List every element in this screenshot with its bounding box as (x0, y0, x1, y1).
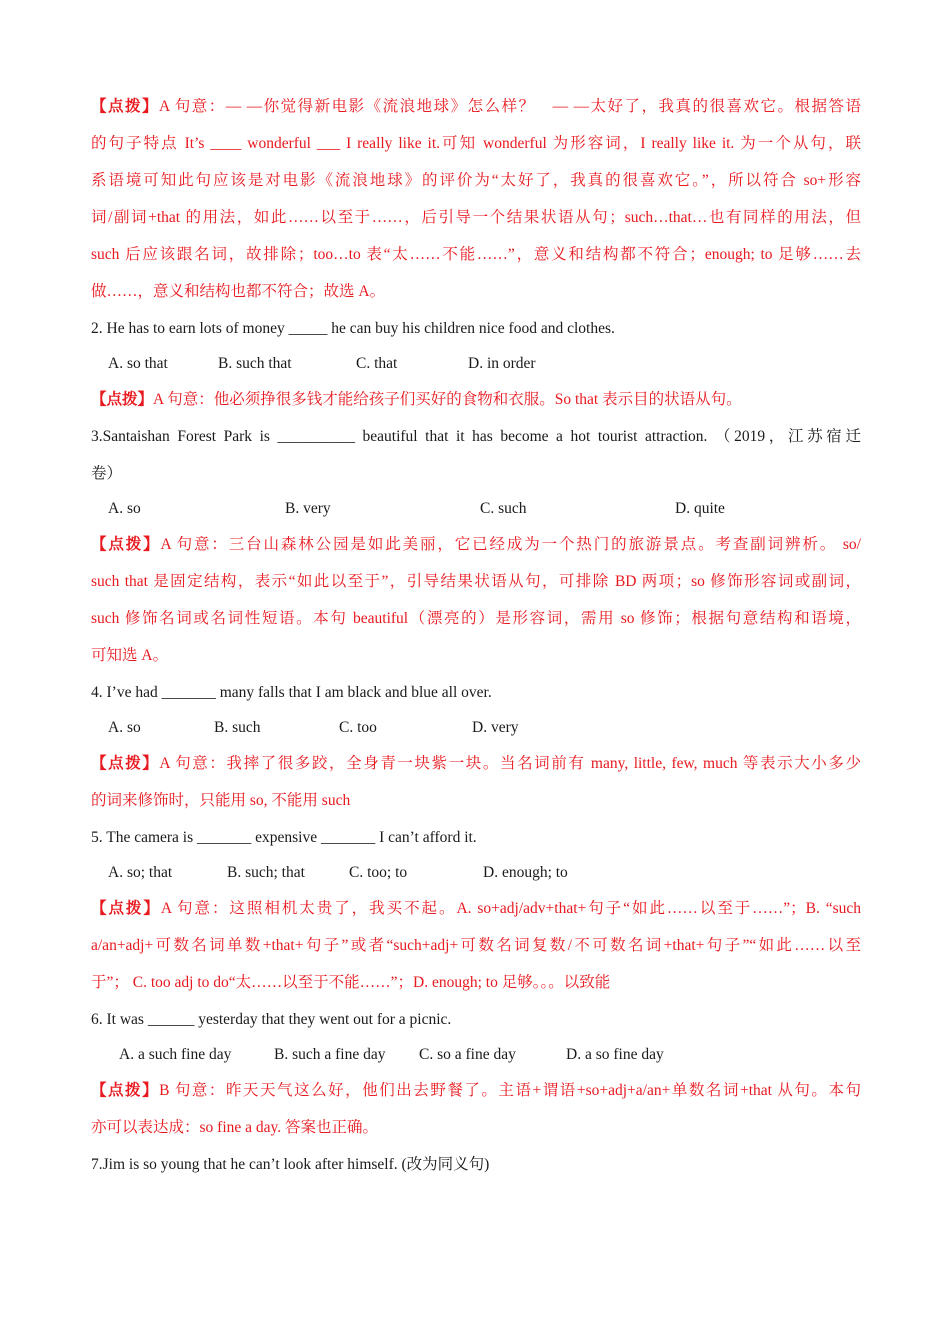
q5-option-d: D. enough; to (483, 864, 568, 881)
q5-options (91, 856, 861, 890)
q1-tip-line-4: 词/副词+that 的用法，如此……以至于……，后引导一个结果状语从句；such…that…也有同样的用法，但 (91, 209, 861, 226)
q3-option-b: B. very (285, 500, 331, 517)
q2-tip: 【点拨】A 句意：他必须挣很多钱才能给孩子们买好的食物和衣服。So that 表示目的状语从句。 (91, 391, 742, 408)
q5-option-b: B. such; that (227, 864, 305, 881)
q3-option-a: A. so (108, 500, 141, 517)
q6-tip-line-1: 【点拨】B 句意：昨天天气这么好，他们出去野餐了。主语+谓语+so+adj+a/an+单数名词+that 从句。本句 (91, 1082, 861, 1099)
q1-tip-line-1: 【点拨】A 句意：— —你觉得新电影《流浪地球》怎么样？ — —太好了，我真的很喜欢它。根据答语 (91, 98, 861, 115)
q5-tip-line-1: 【点拨】A 句意：这照相机太贵了，我买不起。A. so+adj/adv+that+句子“如此……以至于……”；B. “such (91, 900, 861, 917)
q5-tip-line-3: 于”； C. too adj to do“太……以至于不能……”；D. enough; to 足够。。。以致能 (91, 974, 611, 991)
q6-option-a: A. a such fine day (119, 1046, 232, 1063)
q2-question: 2. He has to earn lots of money _____ he can buy his children nice food and clothes. (91, 320, 615, 337)
q7-question: 7.Jim is so young that he can’t look after himself. (改为同义句) (91, 1156, 490, 1173)
q3-tip-line-3: such 修饰名词或名词性短语。本句 beautiful（漂亮的）是形容词，需用 so 修饰；根据句意结构和语境， (91, 610, 861, 627)
q2-option-a: A. so that (108, 355, 168, 372)
q4-options (91, 711, 861, 745)
q1-tip-line-3: 系语境可知此句应该是对电影《流浪地球》的评价为“太好了，我真的很喜欢它。”，所以符合 so+形容 (91, 172, 861, 189)
q6-option-d: D. a so fine day (566, 1046, 664, 1063)
q6-tip-line-2: 亦可以表达成：so fine a day. 答案也正确。 (91, 1119, 379, 1136)
q2-option-d: D. in order (468, 355, 536, 372)
q3-question-line-1: 3.Santaishan Forest Park is __________ beautiful that it has become a hot tourist attraction. （2019，江苏宿迁 (91, 428, 861, 445)
q6-option-c: C. so a fine day (419, 1046, 516, 1063)
q3-option-c: C. such (480, 500, 527, 517)
q2-option-c: C. that (356, 355, 398, 372)
q3-options (91, 492, 861, 526)
q6-option-b: B. such a fine day (274, 1046, 386, 1063)
q1-tip-line-6: 做……，意义和结构也都不符合；故选 A。 (91, 283, 386, 300)
q1-tip-line-5: such 后应该跟名词，故排除；too…to 表“太……不能……”，意义和结构都不符合；enough; to 足够……去 (91, 246, 861, 263)
q3-question-line-2: 卷） (91, 465, 123, 482)
tip-label: 【点拨】 (91, 98, 160, 115)
q4-tip-line-1: 【点拨】A 句意：我摔了很多跤，全身青一块紫一块。当名词前有 many, little, few, much 等表示大小多少 (91, 755, 861, 772)
q2-options (91, 347, 861, 381)
q5-option-a: A. so; that (108, 864, 173, 881)
q2-option-b: B. such that (218, 355, 292, 372)
q4-option-c: C. too (339, 719, 377, 736)
q4-option-d: D. very (472, 719, 519, 736)
q6-question: 6. It was ______ yesterday that they went out for a picnic. (91, 1011, 452, 1028)
q4-question: 4. I’ve had _______ many falls that I am black and blue all over. (91, 684, 492, 701)
q4-option-a: A. so (108, 719, 141, 736)
q3-tip-line-4: 可知选 A。 (91, 647, 169, 664)
q4-option-b: B. such (214, 719, 261, 736)
q3-option-d: D. quite (675, 500, 725, 517)
q1-tip-line-2: 的句子特点 It’s ____ wonderful ___ I really like it.可知 wonderful 为形容词，I really like it. 为一个从句，联 (91, 135, 861, 152)
q5-tip-line-2: a/an+adj+可数名词单数+that+句子”或者“such+adj+可数名词复数/不可数名词+that+句子”“如此……以至 (91, 937, 861, 954)
q4-tip-line-2: 的词来修饰时，只能用 so, 不能用 such (91, 792, 351, 809)
document-page (91, 88, 861, 1183)
q3-tip-line-1: 【点拨】A 句意：三台山森林公园是如此美丽，它已经成为一个热门的旅游景点。考查副词辨析。 so/ (91, 536, 861, 553)
q3-tip-line-2: such that 是固定结构，表示“如此以至于”，引导结果状语从句，可排除 BD 两项；so 修饰形容词或副词， (91, 573, 861, 590)
q6-options (91, 1038, 861, 1072)
q5-option-c: C. too; to (349, 864, 408, 881)
q5-question: 5. The camera is _______ expensive _______ I can’t afford it. (91, 829, 477, 846)
